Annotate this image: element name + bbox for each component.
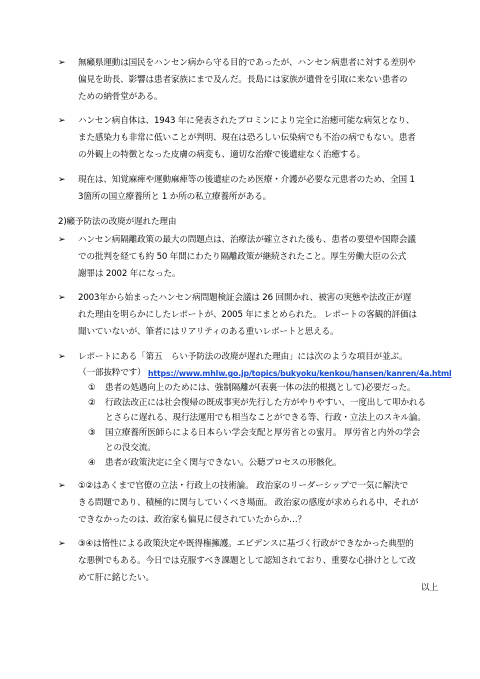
arrow-bullet-icon: ➢ [58,116,66,126]
text-line: ハンセン病自体は、1943 年に発表されたプロミンにより完全に治癒可能な病気となり、 [78,116,415,126]
list-item: 国立療養所医師らによる日本らい学会支配と厚労省との蜜月。 厚労省と内外の学会 [105,428,421,438]
text-line: れた理由を明らかにしたレポートが、2005 年にまとめられた。 レポートの客観的評価は [78,310,417,320]
arrow-bullet-icon: ➢ [58,235,66,245]
text-line: できなかったのは、政治家も偏見に侵されていたからか…？ [78,515,306,525]
list-item: 行政法改正には社会復帰の既成事実が先行した方がやりやすい、一度出して叩かれる [105,398,426,408]
text-line: 現在は、知覚麻痺や運動麻痺等の後遺症のため医療・介護が必要な元患者のため、全国 1 [78,175,415,185]
list-item: 患者が政策決定に全く関与できない。公聴プロセスの形骸化。 [105,458,342,468]
text-line: な悪例でもある。今日では克服すべき課題として認知されており、重要な心掛けとして改 [78,556,416,566]
section-heading-text: 2)癩予防法の改廃が遅れた理由 [58,217,177,227]
arrow-bullet-icon: ➢ [58,58,66,68]
list-item: 患者の処遇向上のためには、強制隔離が(表裏一体の法的根拠として)必要だった。 [105,383,416,393]
arrow-bullet-icon: ➢ [58,539,66,549]
arrow-bullet-icon: ➢ [58,352,66,362]
arrow-bullet-icon: ➢ [58,293,66,303]
list-item: とさらに遅れる、現行法運用でも相当なことができる等、行政・立法上のスキル論。 [105,413,426,423]
item-number: ② [88,398,96,408]
text-line: きる問題であり、積極的に関与していくべき場面。 政治家の感度が求められる中、それが [78,498,419,508]
text-line: 謝罪は 2002 年になった。 [78,269,181,279]
text-line: めて肝に銘じたい。 [78,573,154,583]
text-line: 無癩県運動は国民をハンセン病から守る目的であったが、ハンセン病患者に対する差別や [78,58,416,68]
text-line: ①②はあくまで官僚の立法・行政上の技術論。 政治家のリーダーシップで一気に解決で [78,481,409,491]
text-line: 2003年から始まったハンセン病問題検証会議は 26 回開かれ、被害の実態や法改正が遅 [78,293,412,303]
text-line: の外観上の特徴となった皮膚の病変も、適切な治療で後遺症なく治癒する。 [78,150,366,160]
closing-text: 以上 [421,583,438,593]
report-link[interactable]: https://www.mhlw.go.jp/topics/bukyoku/kenkou/hansen/kanren/4a.html [148,369,452,378]
arrow-bullet-icon: ➢ [58,481,66,491]
list-item: との没交流。 [105,443,156,453]
text-line: 聞いていないが、筆者にはリアリティのある重いレポートと思える。 [78,327,339,337]
text-line: ハンセン病隔離政策の最大の問題点は、治療法が確立された後も、患者の要望や国際会議 [78,235,416,245]
text-line: での批判を経ても約 50 年間にわたり隔離政策が継続されたこと。厚生労働大臣の公式 [78,252,407,262]
text-line: また感染力も非常に低いことが判明、現在は恐ろしい伝染病でも不治の病でもない。患者 [78,133,416,143]
item-number: ④ [88,458,96,468]
text-line: ③④は惰性による政策決定や既得権擁護。エビデンスに基づく行政ができなかった典型的 [78,539,414,549]
arrow-bullet-icon: ➢ [58,175,66,185]
item-number: ③ [88,428,96,438]
text-line: ための納骨堂がある。 [78,92,163,102]
text-line: 偏見を助長、影響は患者家族にまで及んだ。長島には家族が遺骨を引取に来ない患者の [78,75,408,85]
excerpt-label: （一部抜粋です） [78,368,146,378]
text-line: レポートにある「第五 らい予防法の改廃が遅れた理由」には次のような項目が並ぶ。 [78,352,408,362]
text-line: 3箇所の国立療養所と 1 か所の私立療養所がある。 [78,192,272,202]
item-number: ① [88,383,96,393]
